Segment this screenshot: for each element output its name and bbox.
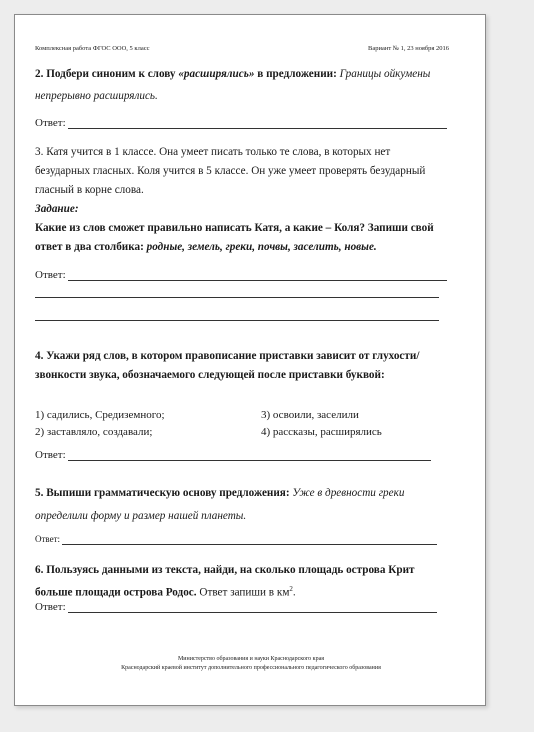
q6-answer-line[interactable] — [68, 612, 437, 613]
footer-line-2: Краснодарский краевой институт дополнительного профессионального педагогического образования — [121, 665, 381, 671]
q4-option-2[interactable]: 2) заставляло, создавали; — [35, 426, 153, 438]
q2-answer-label: Ответ: — [35, 117, 66, 129]
q5-sentence: Уже в древности греки определили форму и размер нашей планеты. — [35, 487, 405, 522]
question-4: 4. Укажи ряд слов, в котором правописание приставки зависит от глухости/звонкости звука, обозначаемого следующей после приставки буквой: — [35, 350, 420, 381]
q4-option-1[interactable]: 1) садились, Средиземного; — [35, 409, 165, 421]
q6-prompt: 6. Пользуясь данными из текста, найди, на сколько площадь острова Крит больше площади острова Родос. — [35, 564, 415, 599]
q6-tail: Ответ запиши в км — [196, 586, 290, 599]
q3-answer-line-3[interactable] — [35, 320, 439, 321]
header-right: Вариант № 1, 23 ноября 2016 — [368, 45, 449, 52]
q4-options — [35, 407, 447, 441]
q5-answer-line[interactable] — [62, 544, 437, 545]
q4-option-4[interactable]: 4) рассказы, расширялись — [261, 426, 382, 438]
question-3 — [35, 143, 447, 257]
q3-task-words: родные, земель, греки, почвы, заселить, новые. — [146, 241, 377, 253]
q5-prompt: 5. Выпиши грамматическую основу предложения: — [35, 487, 293, 499]
q2-word: «расширялись» — [178, 68, 255, 80]
header-left: Комплексная работа ФГОС ООО, 5 класс — [35, 45, 150, 52]
q4-answer-label: Ответ: — [35, 449, 66, 461]
q3-answer-line-2[interactable] — [35, 297, 439, 298]
page-footer — [35, 655, 467, 673]
question-5 — [35, 482, 447, 528]
q4-answer[interactable] — [35, 445, 431, 465]
q4-answer-line[interactable] — [68, 460, 431, 461]
footer-line-1: Министерство образования и науки Краснодарского края — [177, 656, 325, 662]
q2-sentence: Границы ойкумены непрерывно расширялись. — [35, 68, 431, 102]
q3-task: Какие из слов сможет правильно написать Катя, а какие – Коля? Запиши свой ответ в два столбика: — [35, 222, 434, 253]
q2-answer[interactable] — [35, 113, 447, 133]
q2-answer-line[interactable] — [68, 128, 447, 129]
q2-prompt: 2. Подбери синоним к слову — [35, 68, 179, 80]
q5-answer[interactable] — [35, 529, 437, 549]
q3-text: 3. Катя учится в 1 классе. Она умеет писать только те слова, в которых нет безударных гласных. Коля учится в 5 классе. Он уже умеет проверять безударный гласный в корне слова. — [35, 146, 426, 196]
q3-answer-label: Ответ: — [35, 269, 66, 281]
q3-answer-line[interactable] — [68, 280, 447, 281]
question-2 — [35, 63, 447, 107]
q4-option-3[interactable]: 3) освоили, заселили — [261, 409, 359, 421]
q3-answer[interactable] — [35, 265, 447, 285]
q2-mid: в предложении: — [254, 68, 340, 80]
q6-end: . — [292, 586, 296, 599]
q6-answer-label: Ответ: — [35, 601, 66, 613]
q6-answer[interactable] — [35, 597, 437, 617]
worksheet-page — [14, 14, 486, 706]
q3-task-label: Задание: — [35, 203, 79, 215]
q5-answer-label: Ответ: — [35, 534, 61, 544]
q6-sup: 2 — [289, 585, 293, 593]
